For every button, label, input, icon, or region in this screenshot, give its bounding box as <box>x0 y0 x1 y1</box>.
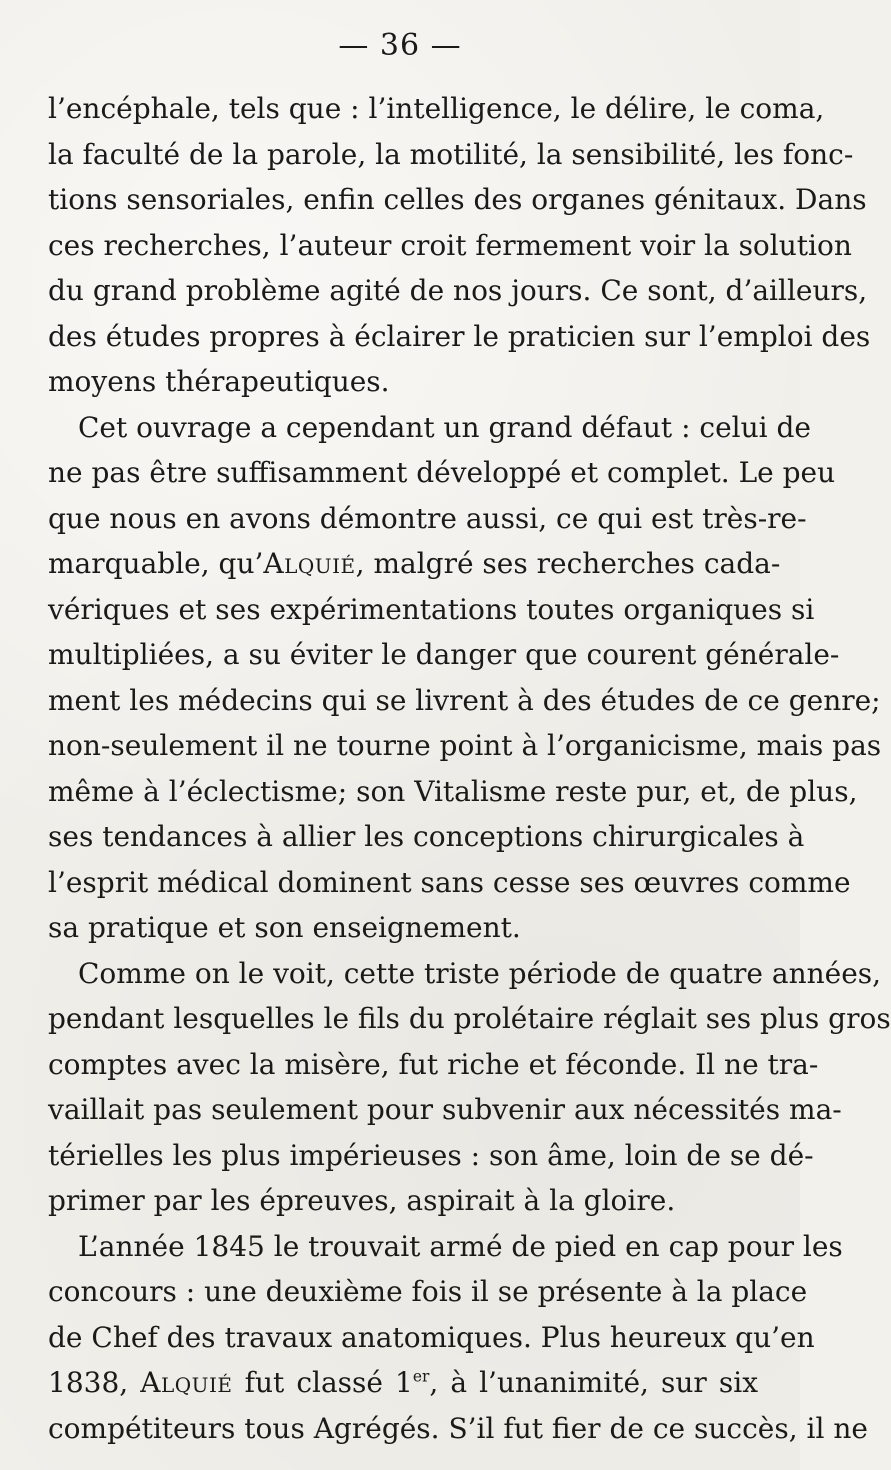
text-line: L’année 1845 le trouvait armé de pied en cap pour les <box>78 1229 843 1263</box>
paragraph-1 <box>48 86 871 405</box>
text-line: compétiteurs tous Agrégés. S’il fut fier de ce succès, il ne <box>48 1411 868 1445</box>
text-line: sa pratique et son enseignement. <box>48 911 521 944</box>
text-fragment: fut classé 1 <box>232 1366 413 1399</box>
person-name: Alquié <box>140 1366 233 1399</box>
text-line: ne pas être suffisamment développé et complet. Le peu <box>48 456 836 489</box>
text-line: même à l’éclectisme; son Vitalisme reste pur, et, de plus, <box>48 774 858 808</box>
text-line: primer par les épreuves, aspirait à la gloire. <box>48 1184 676 1217</box>
body-text <box>48 86 891 1451</box>
text-line: tions sensoriales, enfin celles des organes génitaux. Dans <box>48 183 867 216</box>
text-line: pendant lesquelles le fils du prolétaire réglait ses plus gros <box>48 1002 891 1035</box>
paragraph-3 <box>48 951 891 1224</box>
ordinal-superscript: er <box>412 1367 430 1386</box>
paragraph-2 <box>48 405 882 951</box>
text-line: multipliées, a su éviter le danger que courent générale- <box>48 638 840 671</box>
text-fragment: marquable, qu’ <box>48 547 264 580</box>
text-fragment: , malgré ses recherches cada- <box>355 547 781 580</box>
text-line: ses tendances à allier les conceptions chirurgicales à <box>48 820 805 853</box>
text-line: la faculté de la parole, la motilité, la sensibilité, les fonc- <box>48 137 854 171</box>
text-line-with-name <box>48 1360 758 1406</box>
text-line: non-seulement il ne tourne point à l’organicisme, mais pas <box>48 729 882 762</box>
text-line: ment les médecins qui se livrent à des études de ce genre; <box>48 683 881 717</box>
text-line: l’esprit médical dominent sans cesse ses œuvres comme <box>48 865 851 899</box>
page-number: — 36 — <box>338 28 462 63</box>
paragraph-4 <box>48 1224 868 1452</box>
text-line-with-name <box>48 541 781 587</box>
text-line: moyens thérapeutiques. <box>48 365 390 398</box>
text-line: des études propres à éclairer le praticien sur l’emploi des <box>48 319 871 353</box>
text-line: du grand problème agité de nos jours. Ce sont, d’ailleurs, <box>48 274 868 307</box>
text-fragment: 1838, <box>48 1366 141 1399</box>
text-line: concours : une deuxième fois il se présente à la place <box>48 1275 808 1308</box>
text-line: que nous en avons démontre aussi, ce qui est très-re- <box>48 501 807 535</box>
text-line: Comme on le voit, cette triste période de quatre années, <box>78 956 882 990</box>
text-line: ces recherches, l’auteur croit fermement voir la solution <box>48 228 852 262</box>
text-line: comptes avec la misère, fut riche et féconde. Il ne tra- <box>48 1047 819 1081</box>
text-line: l’encéphale, tels que : l’intelligence, le délire, le coma, <box>48 92 825 125</box>
person-name: Alquié <box>263 547 356 580</box>
text-line: Cet ouvrage a cependant un grand défaut : celui de <box>78 410 811 444</box>
text-line: de Chef des travaux anatomiques. Plus heureux qu’en <box>48 1320 815 1354</box>
text-fragment: , à l’unanimité, sur six <box>429 1366 758 1399</box>
text-line: térielles les plus impérieuses : son âme, loin de se dé- <box>48 1138 814 1172</box>
text-line: vériques et ses expérimentations toutes organiques si <box>48 592 815 626</box>
text-line: vaillait pas seulement pour subvenir aux nécessités ma- <box>48 1093 842 1126</box>
